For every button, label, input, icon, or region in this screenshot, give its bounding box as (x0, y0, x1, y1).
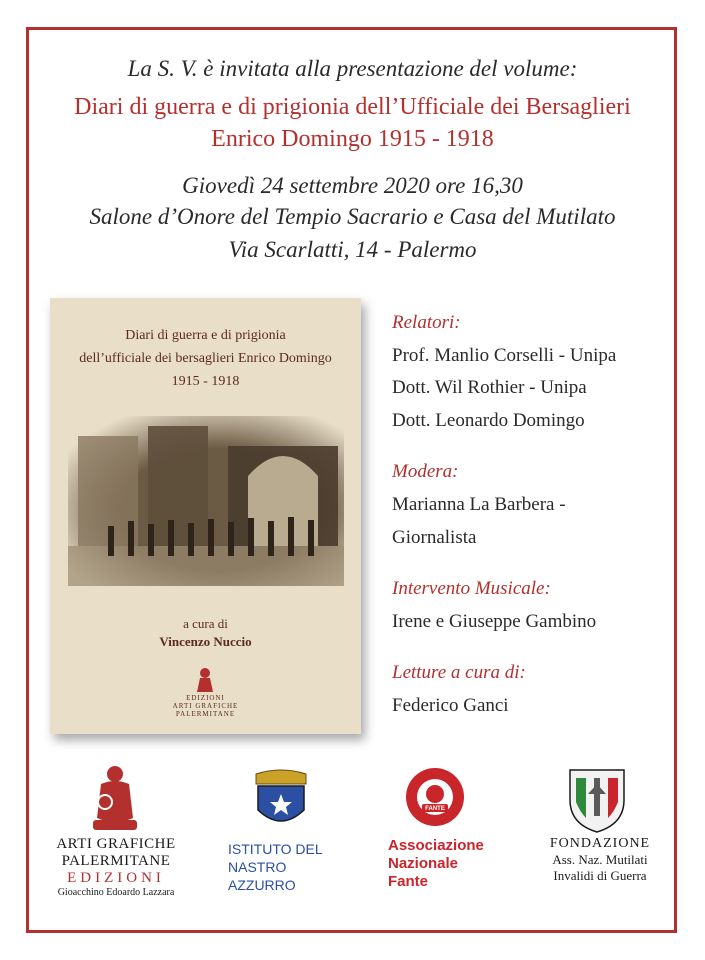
speaker-item: Dott. Leonardo Domingo (392, 410, 585, 431)
moderator-label: Modera: (392, 461, 459, 482)
fondazione-line2: Ass. Naz. Mutilati (552, 852, 648, 867)
arti-grafiche-caption (52, 836, 180, 898)
cover-curator-name: Vincenzo Nuccio (159, 634, 252, 649)
readings-label: Letture a cura di: (392, 662, 526, 683)
book-title-line1: Diari di guerra e di prigionia dell’Ufficiale dei Bersaglieri (74, 94, 631, 120)
speaker-item: Dott. Wil Rothier - Unipa (392, 377, 587, 398)
music-label: Intervento Musicale: (392, 578, 551, 599)
anf-line3: Fante (388, 873, 429, 890)
agp-line2: PALERMITANE (61, 853, 171, 869)
cover-publisher-line3: PALERMITANE (175, 710, 236, 718)
cover-curator-label: a cura di (183, 616, 228, 631)
anf-line1: Associazione (388, 837, 484, 854)
fondazione-caption (540, 836, 660, 884)
readings-reader: Federico Ganci (392, 695, 509, 716)
agp-line1: ARTI GRAFICHE (56, 836, 176, 852)
istituto-line1: ISTITUTO DEL (228, 841, 323, 857)
moderator-name: Marianna La Barbera - (392, 494, 566, 515)
cover-title-line1: Diari di guerra e di prigionia (125, 328, 286, 343)
anf-line2: Nazionale (388, 855, 459, 872)
cover-publisher-line1: EDIZIONI (186, 694, 225, 702)
invitation-line: La S. V. è invitata alla presentazione del volume: (127, 56, 578, 81)
event-address: Via Scarlatti, 14 - Palermo (228, 237, 477, 262)
arti-grafiche-emblem-icon (83, 762, 147, 834)
fondazione-line3: Invalidi di Guerra (553, 868, 647, 883)
speakers-label: Relatori: (392, 312, 461, 333)
publisher-emblem-icon (194, 666, 216, 692)
agp-line4: Gioacchino Edoardo Lazzara (57, 887, 175, 898)
fondazione-line1: FONDAZIONE (549, 836, 651, 851)
istituto-caption (228, 840, 338, 894)
fante-badge-text: FANTE (425, 806, 445, 812)
istituto-crest-icon (250, 766, 312, 832)
cover-title-line2: dell’ufficiale dei bersaglieri Enrico Domingo (79, 351, 332, 366)
moderator-role: Giornalista (392, 527, 477, 548)
speaker-item: Prof. Manlio Corselli - Unipa (392, 345, 617, 366)
book-title-line2: Enrico Domingo 1915 - 1918 (211, 126, 494, 152)
cover-photo-soldiers-marching (68, 416, 344, 586)
event-venue: Salone d’Onore del Tempio Sacrario e Casa del Mutilato (89, 204, 616, 229)
music-performers: Irene e Giuseppe Gambino (392, 611, 597, 632)
book-cover (50, 298, 361, 734)
istituto-line2: NASTRO (228, 859, 287, 875)
agp-line3: EDIZIONI (67, 870, 165, 886)
istituto-line3: AZZURRO (228, 877, 296, 893)
cover-title-line3: 1915 - 1918 (171, 374, 240, 389)
fondazione-shield-icon (566, 764, 628, 834)
cover-publisher-line2: ARTI GRAFICHE (172, 702, 239, 710)
associazione-fante-badge-icon (404, 766, 466, 828)
associazione-caption (388, 837, 508, 891)
event-date: Giovedì 24 settembre 2020 ore 16,30 (182, 173, 523, 198)
